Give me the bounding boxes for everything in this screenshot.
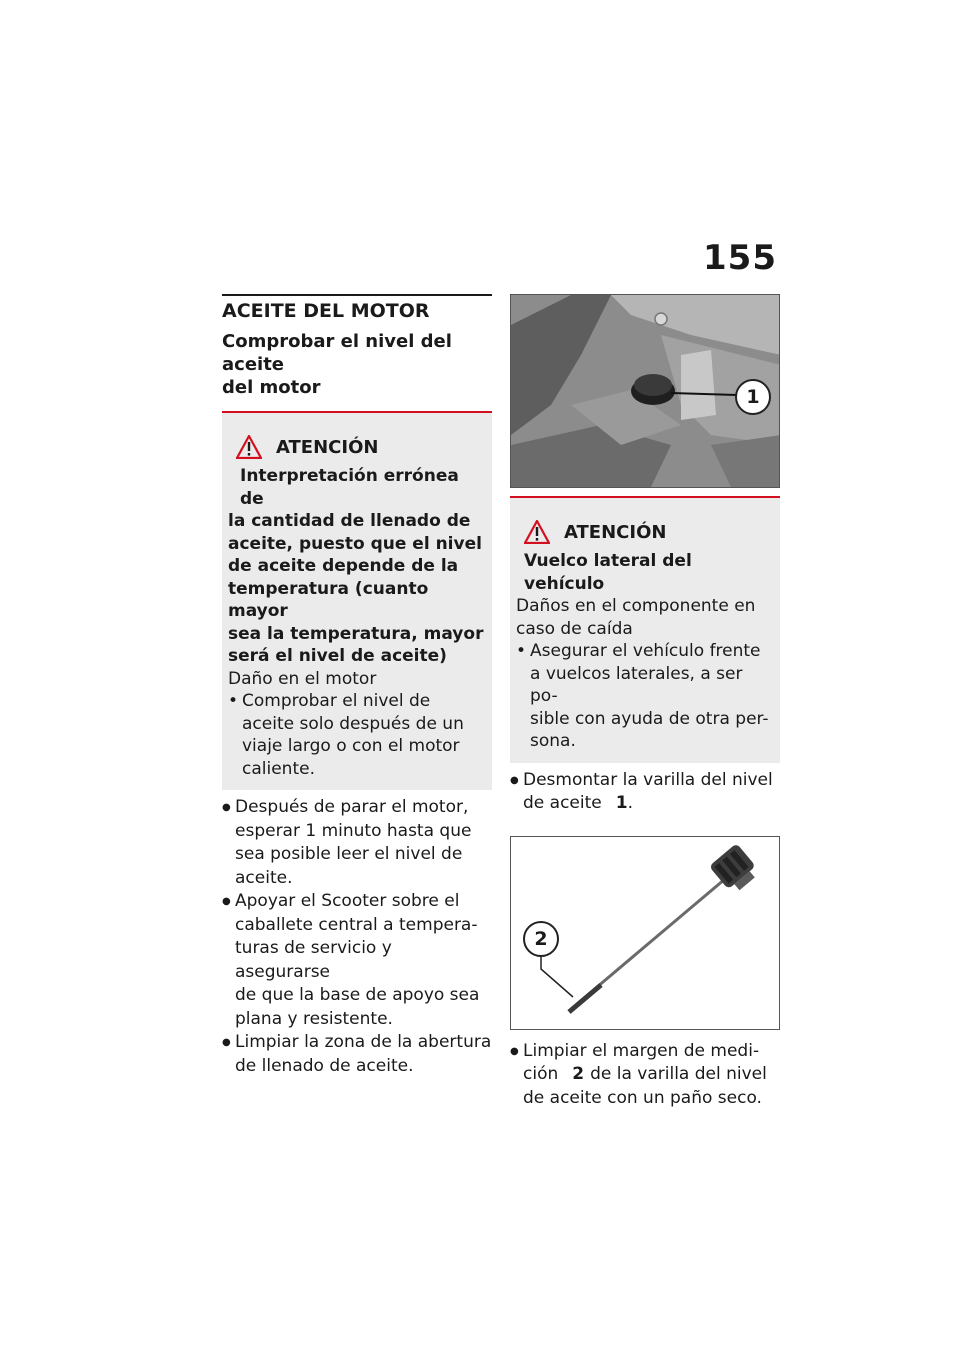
warning-measure: • Asegurar el vehículo frente a vuelcos laterales, a ser po- sible con ayuda de otra per- sona. — [516, 641, 769, 751]
oil-cap-figure — [510, 294, 780, 488]
warning-title: ATENCIÓN — [276, 436, 379, 458]
warning-hazard: Vuelco lateral del vehículo — [524, 551, 692, 594]
section-rule — [222, 294, 492, 296]
warning-measure: • Comprobar el nivel de aceite solo después de un viaje largo o con el motor caliente. — [228, 691, 464, 779]
list-item: ● Apoyar el Scooter sobre el caballete central a tempera- turas de servicio y asegurarse de que la base de apoyo sea plana y resistente. — [222, 890, 492, 1031]
page-number: 155 — [703, 238, 777, 278]
reference-number: 2 — [572, 1064, 585, 1084]
warning-header — [228, 435, 484, 459]
list-item: ● Desmontar la varilla del nivel de aceite 1. — [510, 769, 780, 816]
warning-hazard: Interpretación errónea de la cantidad de llenado de aceite, puesto que el nivel de aceite depende de la temperatura (cuanto mayor sea la temperatura, mayor será el nivel de aceite) — [228, 466, 484, 666]
step-list — [222, 796, 492, 1078]
warning-box — [510, 496, 780, 763]
list-item: ● Limpiar el margen de medi- ción 2 de la varilla del nivel de aceite con un paño seco. — [510, 1040, 780, 1111]
list-item: ● Después de parar el motor, esperar 1 minuto hasta que sea posible leer el nivel de aceite. — [222, 796, 492, 890]
step-list — [510, 769, 780, 816]
reference-number: 1 — [615, 793, 628, 813]
warning-box — [222, 411, 492, 790]
dipstick-figure — [510, 836, 780, 1030]
step-list — [510, 1040, 780, 1111]
warning-triangle-icon — [524, 520, 550, 544]
bullet-icon — [510, 769, 523, 816]
bullet-icon — [510, 1040, 523, 1111]
callout-2: 2 — [523, 921, 559, 957]
warning-consequence: Daños en el componente en caso de caída — [516, 596, 756, 639]
left-column — [222, 294, 492, 1078]
section-title: ACEITE DEL MOTOR — [222, 300, 430, 322]
bullet-icon — [222, 796, 235, 890]
list-item: ● Limpiar la zona de la abertura de llenado de aceite. — [222, 1031, 492, 1078]
bullet-icon — [222, 1031, 235, 1078]
warning-title: ATENCIÓN — [564, 521, 667, 543]
sub-title: Comprobar el nivel del aceite del motor — [222, 331, 452, 398]
bullet-icon — [222, 890, 235, 1031]
callout-1: 1 — [735, 379, 771, 415]
warning-triangle-icon — [236, 435, 262, 459]
warning-consequence: Daño en el motor — [228, 668, 377, 689]
warning-header — [516, 520, 772, 544]
right-column — [510, 294, 780, 1110]
